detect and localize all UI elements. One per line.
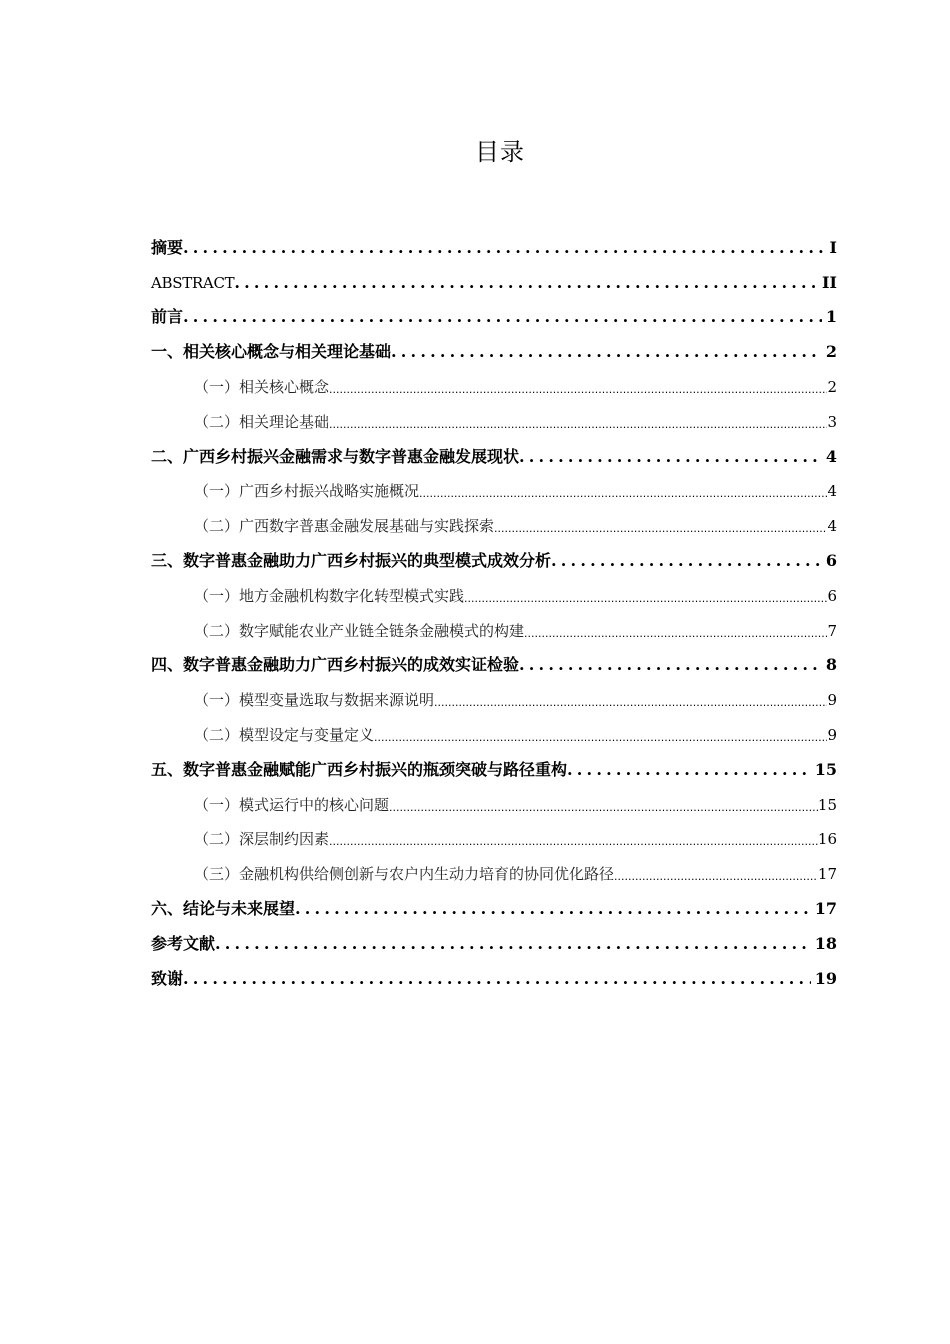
toc-title: 目录 bbox=[475, 138, 525, 166]
toc-entry-label: （一）地方金融机构数字化转型模式实践 bbox=[194, 586, 465, 605]
toc-entry-section[interactable] bbox=[151, 505, 837, 540]
toc-dot-leader bbox=[329, 382, 827, 398]
toc-entry-page-number: 2 bbox=[825, 342, 837, 362]
toc-entry-label: （一）相关核心概念 bbox=[194, 377, 330, 396]
toc-entry-label: 参考文献 bbox=[151, 933, 216, 953]
toc-entry-page-number: 3 bbox=[827, 412, 837, 431]
toc-entry-label: 三、数字普惠金融助力广西乡村振兴的典型模式成效分析 bbox=[151, 550, 552, 570]
toc-entry-label: 前言 bbox=[151, 307, 184, 327]
toc-entry-page-number: 19 bbox=[814, 968, 837, 988]
toc-dot-leader bbox=[295, 898, 811, 920]
toc-entry-chapter[interactable] bbox=[151, 958, 837, 993]
toc-entry-section[interactable] bbox=[151, 471, 837, 506]
toc-entry-page-number: II bbox=[822, 272, 837, 292]
toc-entry-section[interactable] bbox=[151, 853, 837, 888]
toc-entry-chapter[interactable] bbox=[151, 645, 837, 680]
toc-entry-page-number: 8 bbox=[825, 655, 837, 675]
toc-entry-label: ABSTRACT bbox=[151, 273, 235, 292]
toc-entry-label: 五、数字普惠金融赋能广西乡村振兴的瓶颈突破与路径重构 bbox=[151, 759, 568, 779]
toc-entry-chapter[interactable] bbox=[151, 888, 837, 923]
toc-entry-label: （二）模型设定与变量定义 bbox=[194, 725, 375, 744]
toc-dot-leader bbox=[614, 869, 818, 885]
toc-entry-page-number: 6 bbox=[827, 586, 837, 605]
toc-dot-leader bbox=[434, 695, 827, 711]
toc-dot-leader bbox=[464, 591, 827, 607]
toc-entry-page-number: 2 bbox=[827, 377, 837, 396]
toc-entry-page-number: 7 bbox=[827, 621, 837, 640]
toc-dot-leader bbox=[183, 306, 822, 328]
toc-entry-label: （一）模式运行中的核心问题 bbox=[194, 795, 390, 814]
toc-entry-chapter[interactable] bbox=[151, 227, 837, 262]
toc-entry-label: （二）深层制约因素 bbox=[194, 830, 330, 849]
toc-entry-section[interactable] bbox=[151, 610, 837, 645]
toc-entry-section[interactable] bbox=[151, 679, 837, 714]
toc-dot-leader bbox=[374, 730, 827, 746]
table-of-contents bbox=[151, 227, 837, 993]
toc-dot-leader bbox=[329, 417, 827, 433]
toc-dot-leader bbox=[567, 759, 811, 781]
toc-entry-label: 摘要 bbox=[151, 237, 184, 257]
toc-entry-chapter[interactable] bbox=[151, 540, 837, 575]
toc-entry-page-number: 4 bbox=[825, 446, 837, 466]
toc-dot-leader bbox=[234, 272, 818, 294]
toc-entry-page-number: 6 bbox=[825, 550, 837, 570]
toc-entry-chapter[interactable] bbox=[151, 262, 837, 297]
toc-dot-leader bbox=[389, 800, 818, 816]
toc-entry-page-number: 15 bbox=[814, 759, 837, 779]
toc-dot-leader bbox=[391, 341, 822, 363]
toc-entry-label: 四、数字普惠金融助力广西乡村振兴的成效实证检验 bbox=[151, 655, 520, 675]
toc-entry-label: （一）广西乡村振兴战略实施概况 bbox=[194, 482, 420, 501]
toc-entry-page-number: 17 bbox=[817, 865, 837, 884]
toc-entry-label: （一）模型变量选取与数据来源说明 bbox=[194, 691, 435, 710]
toc-entry-section[interactable] bbox=[151, 366, 837, 401]
toc-entry-label: （二）数字赋能农业产业链全链条金融模式的构建 bbox=[194, 621, 525, 640]
toc-entry-page-number: 1 bbox=[825, 307, 837, 327]
toc-entry-label: （二）广西数字普惠金融发展基础与实践探索 bbox=[194, 517, 495, 536]
toc-entry-section[interactable] bbox=[151, 401, 837, 436]
toc-entry-page-number: 4 bbox=[827, 482, 837, 501]
toc-dot-leader bbox=[524, 626, 827, 642]
toc-entry-section[interactable] bbox=[151, 819, 837, 854]
toc-entry-chapter[interactable] bbox=[151, 331, 837, 366]
toc-dot-leader bbox=[519, 446, 822, 468]
toc-entry-page-number: 4 bbox=[827, 517, 837, 536]
toc-entry-chapter[interactable] bbox=[151, 436, 837, 471]
toc-entry-page-number: 15 bbox=[817, 795, 837, 814]
toc-dot-leader bbox=[519, 654, 822, 676]
toc-entry-page-number: 9 bbox=[827, 725, 837, 744]
toc-entry-page-number: I bbox=[829, 237, 837, 257]
toc-entry-label: 一、相关核心概念与相关理论基础 bbox=[151, 342, 392, 362]
toc-entry-page-number: 17 bbox=[814, 898, 837, 918]
toc-dot-leader bbox=[551, 550, 822, 572]
toc-dot-leader bbox=[183, 968, 811, 990]
toc-dot-leader bbox=[215, 933, 811, 955]
toc-entry-chapter[interactable] bbox=[151, 297, 837, 332]
toc-entry-chapter[interactable] bbox=[151, 923, 837, 958]
toc-entry-section[interactable] bbox=[151, 714, 837, 749]
toc-entry-section[interactable] bbox=[151, 575, 837, 610]
toc-dot-leader bbox=[183, 237, 826, 259]
toc-entry-label: 致谢 bbox=[151, 968, 184, 988]
toc-entry-chapter[interactable] bbox=[151, 749, 837, 784]
toc-entry-label: （三）金融机构供给侧创新与农户内生动力培育的协同优化路径 bbox=[194, 865, 615, 884]
toc-entry-section[interactable] bbox=[151, 784, 837, 819]
toc-entry-label: 六、结论与未来展望 bbox=[151, 898, 296, 918]
toc-entry-page-number: 16 bbox=[817, 830, 837, 849]
toc-entry-page-number: 9 bbox=[827, 691, 837, 710]
toc-entry-label: （二）相关理论基础 bbox=[194, 412, 330, 431]
toc-dot-leader bbox=[419, 486, 827, 502]
toc-entry-page-number: 18 bbox=[814, 933, 837, 953]
toc-entry-label: 二、广西乡村振兴金融需求与数字普惠金融发展现状 bbox=[151, 446, 520, 466]
toc-dot-leader bbox=[329, 834, 818, 850]
toc-dot-leader bbox=[494, 521, 827, 537]
